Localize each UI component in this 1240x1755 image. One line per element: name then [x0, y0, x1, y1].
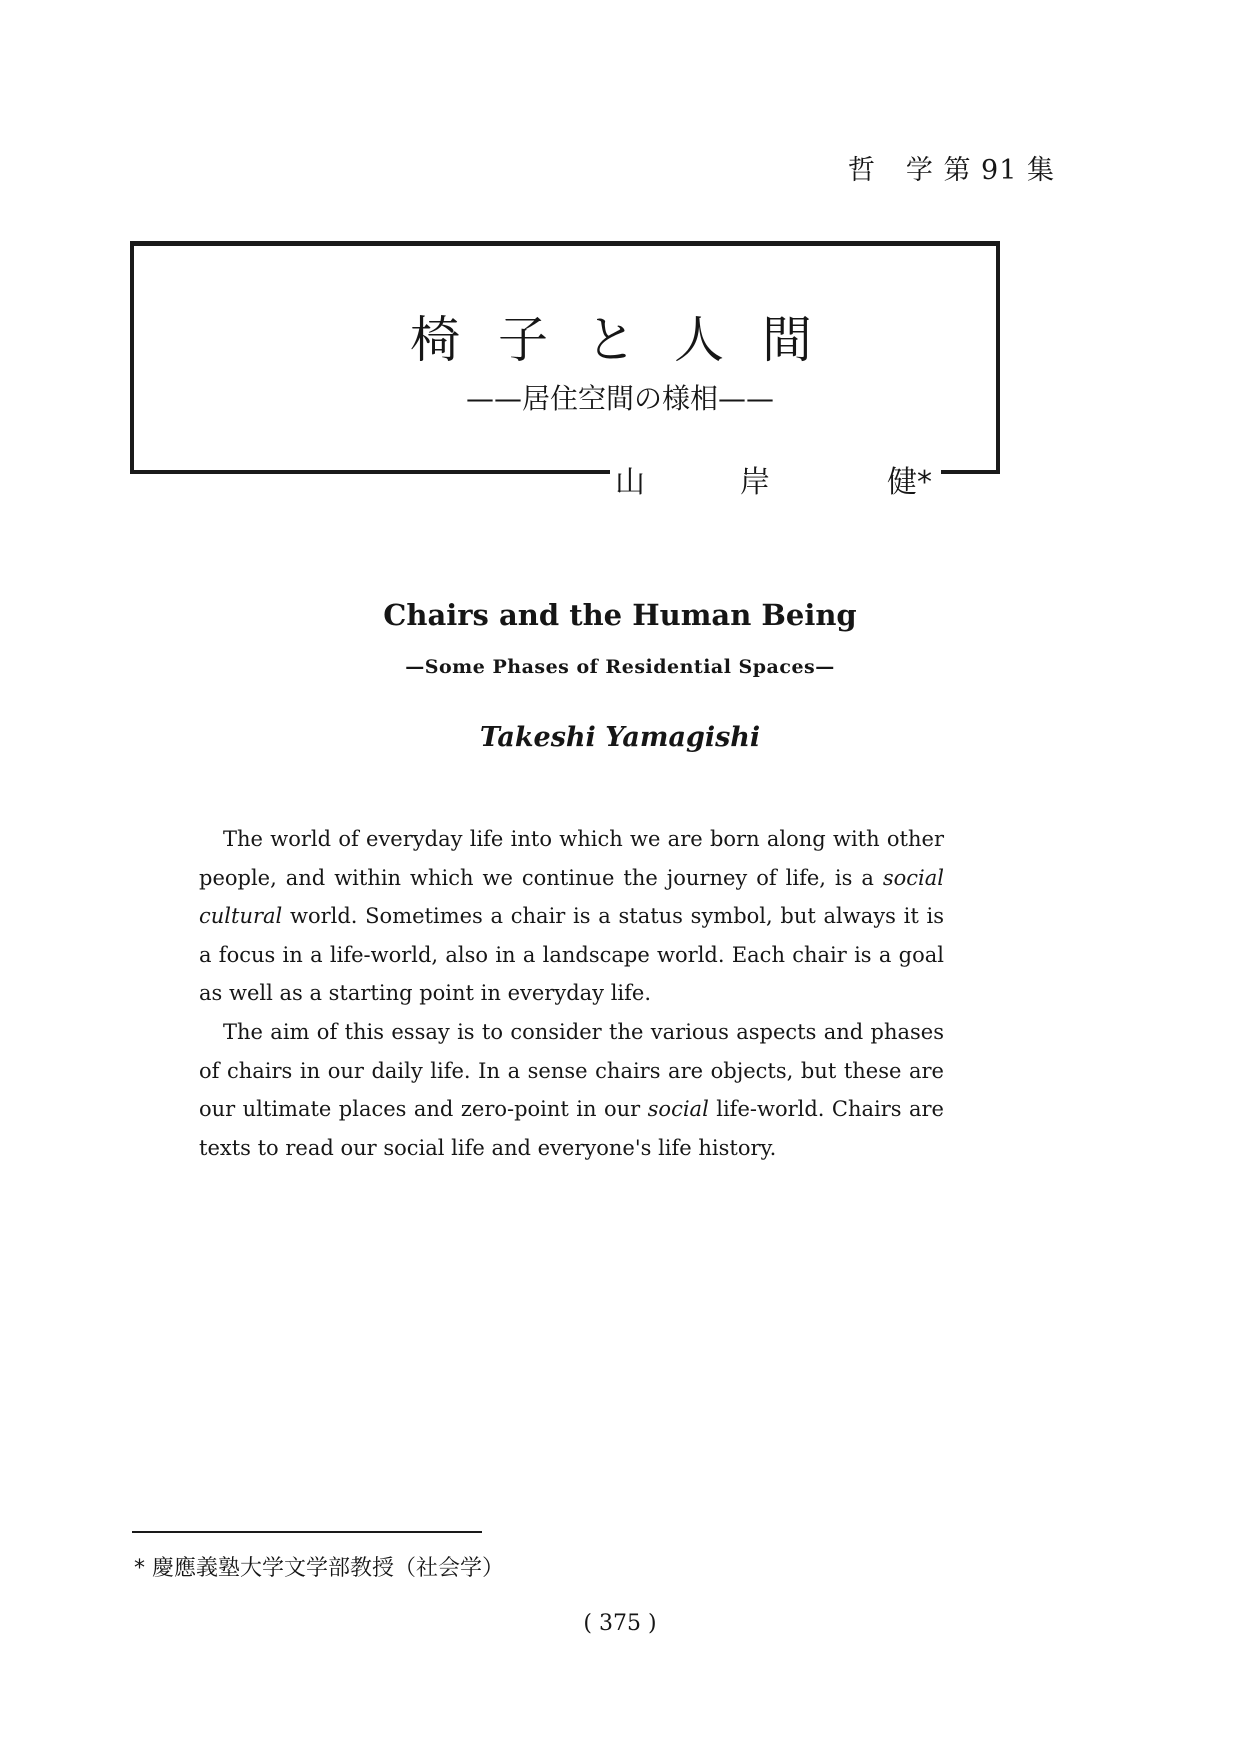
author-char-2: 岸: [740, 465, 770, 500]
emphasis-social-cultural: social cultural: [199, 865, 944, 929]
journal-name-2: 学: [905, 155, 934, 186]
japanese-title: 椅子と人間: [410, 311, 850, 369]
abstract-paragraph-1: The world of everyday life into which we are born along with other people, and within which we continue the journey of life, is a social cultural world. Sometimes a chair is a status symbol, but always it is a focus in a life-world, also in a landscape world. Each chair is a goal as well as a starting point in everyday life.: [199, 827, 944, 1006]
author-char-3: 健*: [887, 465, 932, 500]
journal-header: [848, 148, 1055, 187]
abstract-paragraph-2: The aim of this essay is to consider the various aspects and phases of chairs in our daily life. In a sense chairs are objects, but these are our ultimate places and zero-point in our social life-world. Chairs are texts to read our social life and everyone's life history.: [199, 1019, 944, 1160]
emphasis-social: social: [647, 1097, 709, 1122]
frame-bottom-left-rule: [130, 470, 610, 474]
footnote-rule: [132, 1531, 482, 1533]
frame-top-rule: [130, 241, 1000, 246]
page-number: ( 375 ): [583, 1611, 657, 1636]
english-author: Takeshi Yamagishi: [479, 722, 761, 753]
journal-name-1: 哲: [847, 155, 876, 186]
english-title: Chairs and the Human Being: [383, 598, 857, 632]
japanese-subtitle: ——居住空間の様相——: [465, 382, 774, 415]
footnote: * 慶應義塾大学文学部教授（社会学）: [134, 1556, 504, 1581]
frame-bottom-right-rule: [941, 470, 1000, 474]
journal-volume: 第 91 集: [943, 155, 1055, 186]
abstract: [199, 820, 944, 1167]
english-subtitle: —Some Phases of Residential Spaces—: [405, 656, 835, 678]
author-char-1: 山: [615, 465, 645, 500]
